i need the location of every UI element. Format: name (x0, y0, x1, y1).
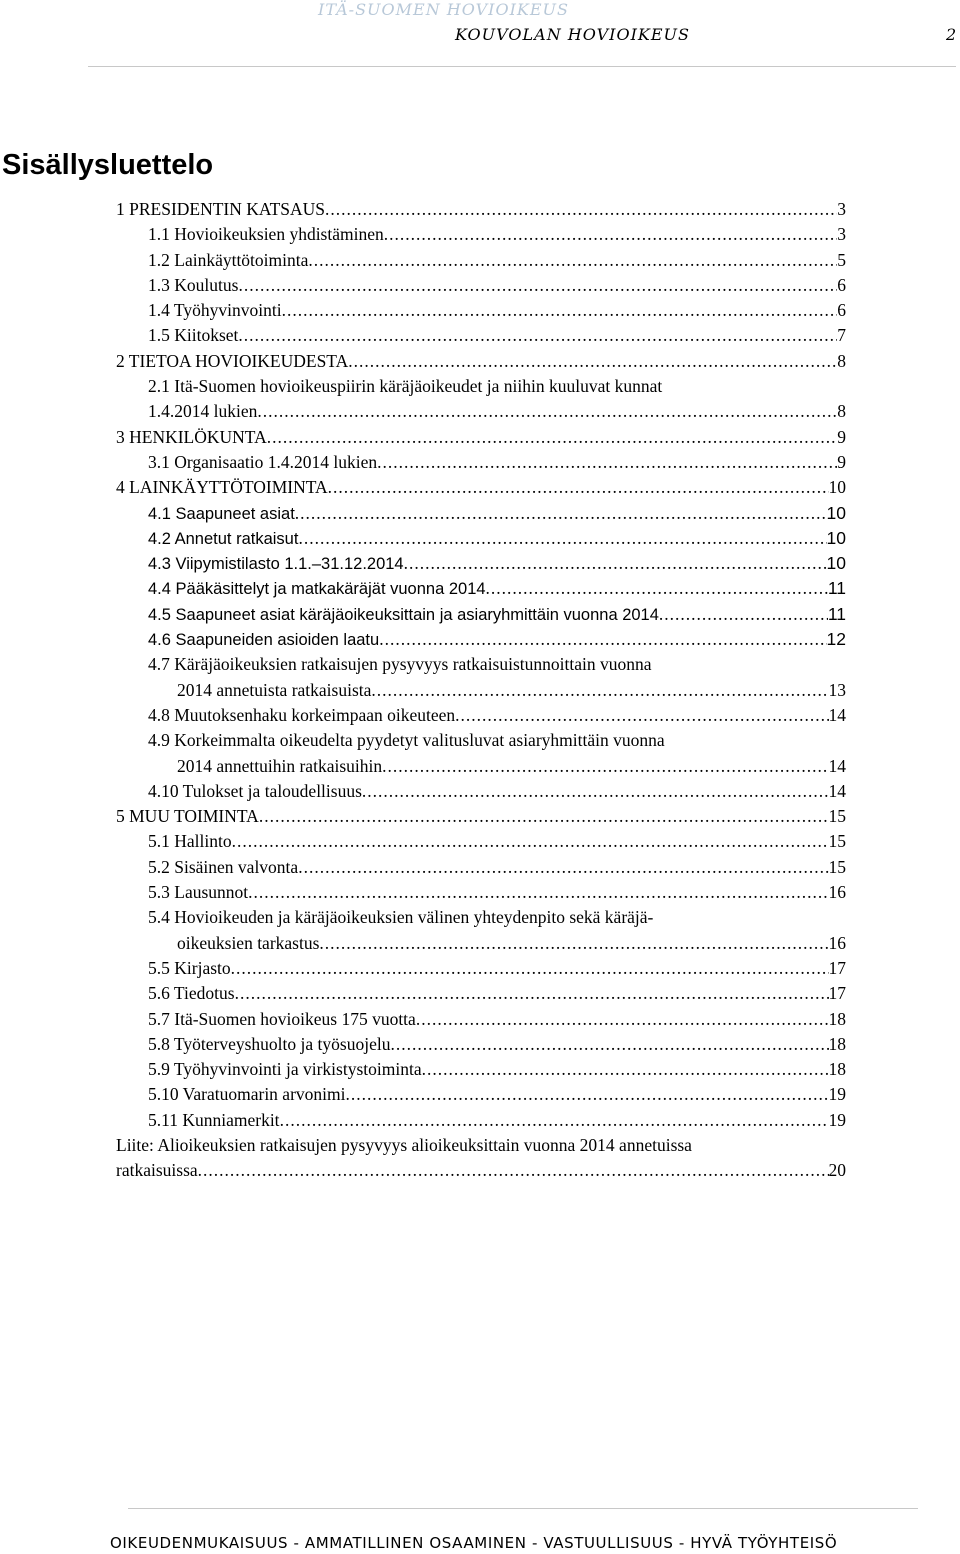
toc-entry[interactable]: 1.5 Kiitokset ..... 7 (116, 323, 846, 348)
toc-entry-line1[interactable]: 5.4 Hovioikeuden ja käräjäoikeuksien välinen yhteydenpito sekä käräjä- (148, 907, 654, 928)
toc-entry[interactable]: 1.1 Hovioikeuksien yhdistäminen ..... 3 (116, 222, 846, 247)
dot-leader (390, 1032, 828, 1057)
dot-leader (377, 450, 837, 475)
toc-entry[interactable]: 1.4.2014 lukien ..... 8 (116, 399, 846, 424)
toc-entry[interactable]: ratkaisuissa ..... 20 (116, 1158, 846, 1183)
toc-entry[interactable]: 5 MUU TOIMINTA ..... 15 (116, 804, 846, 829)
toc-entry[interactable]: 4.4 Pääkäsittelyt ja matkakäräjät vuonna 2014 ..... 11 (116, 576, 846, 601)
toc-entry[interactable]: 4.10 Tulokset ja taloudellisuus ..... 14 (116, 779, 846, 804)
footer-values: OIKEUDENMUKAISUUS - AMMATILLINEN OSAAMINEN - VASTUULLISUUS - HYVÄ TYÖYHTEISÖ (110, 1534, 838, 1552)
toc-entry[interactable]: 5.7 Itä-Suomen hovioikeus 175 vuotta ..... 18 (116, 1007, 846, 1032)
dot-leader (295, 501, 827, 526)
toc-entry[interactable]: 5.2 Sisäinen valvonta ..... 15 (116, 855, 846, 880)
toc-entry[interactable]: 4.1 Saapuneet asiat ..... 10 (116, 501, 846, 526)
dot-leader (379, 627, 826, 652)
page-number: 2 (946, 25, 957, 44)
toc-entry[interactable]: 2014 annettuihin ratkaisuihin ..... 14 (116, 754, 846, 779)
footer-divider (128, 1508, 918, 1509)
dot-leader (362, 779, 829, 804)
toc-entry[interactable]: 4.5 Saapuneet asiat käräjäoikeuksittain ja asiaryhmittäin vuonna 2014 ..... 11 (116, 602, 846, 627)
dot-leader (248, 880, 828, 905)
dot-leader (328, 475, 829, 500)
toc-entry[interactable]: 1.4 Työhyvinvointi ..... 6 (116, 298, 846, 323)
toc-entry[interactable]: 5.9 Työhyvinvointi ja virkistystoiminta ..... 18 (116, 1057, 846, 1082)
header-divider (88, 66, 956, 67)
dot-leader (280, 1108, 829, 1133)
dot-leader (198, 1158, 829, 1183)
dot-leader (238, 323, 837, 348)
dot-leader (257, 399, 837, 424)
dot-leader (486, 576, 828, 601)
dot-leader (259, 804, 829, 829)
toc-entry-line1[interactable]: 4.7 Käräjäoikeuksien ratkaisujen pysyvyys ratkaisuistunnoittain vuonna (148, 654, 652, 675)
toc-entry-line1[interactable]: 4.9 Korkeimmalta oikeudelta pyydetyt valitusluvat asiaryhmittäin vuonna (148, 730, 665, 751)
toc-entry[interactable]: 5.11 Kunniamerkit ..... 19 (116, 1108, 846, 1133)
toc-entry[interactable]: 5.5 Kirjasto ..... 17 (116, 956, 846, 981)
toc-entry-line1[interactable]: 2.1 Itä-Suomen hovioikeuspiirin käräjäoikeudet ja niihin kuuluvat kunnat (148, 376, 663, 397)
dot-leader (298, 855, 828, 880)
dot-leader (298, 526, 826, 551)
dot-leader (416, 1007, 829, 1032)
header-court-name-2: KOUVOLAN HOVIOIKEUS (455, 25, 690, 44)
toc-entry[interactable]: 3 HENKILÖKUNTA ..... 9 (116, 425, 846, 450)
header-court-name-1: ITÄ-SUOMEN HOVIOIKEUS (318, 0, 569, 19)
toc-entry[interactable]: 4.3 Viipymistilasto 1.1.–31.12.2014 ..... 10 (116, 551, 846, 576)
toc-entry[interactable]: 3.1 Organisaatio 1.4.2014 lukien ..... 9 (116, 450, 846, 475)
dot-leader (231, 956, 829, 981)
dot-leader (319, 931, 828, 956)
toc-entry-line1[interactable]: Liite: Alioikeuksien ratkaisujen pysyvyys alioikeuksittain vuonna 2014 annetuissa (116, 1134, 692, 1155)
dot-leader (282, 298, 838, 323)
dot-leader (325, 197, 837, 222)
dot-leader (422, 1057, 829, 1082)
toc-entry[interactable]: oikeuksien tarkastus ..... 16 (116, 931, 846, 956)
toc-entry[interactable]: 4 LAINKÄYTTÖTOIMINTA ..... 10 (116, 475, 846, 500)
toc-entry[interactable]: 2014 annetuista ratkaisuista ..... 13 (116, 678, 846, 703)
toc-entry[interactable]: 1 PRESIDENTIN KATSAUS ..... 3 (116, 197, 846, 222)
dot-leader (404, 551, 827, 576)
toc-entry[interactable]: 5.10 Varatuomarin arvonimi ..... 19 (116, 1082, 846, 1107)
dot-leader (384, 222, 838, 247)
toc-entry[interactable]: 4.8 Muutoksenhaku korkeimpaan oikeuteen ..... 14 (116, 703, 846, 728)
toc-entry[interactable]: 4.2 Annetut ratkaisut ..... 10 (116, 526, 846, 551)
toc-entry[interactable]: 1.2 Lainkäyttötoiminta ..... 5 (116, 248, 846, 273)
dot-leader (232, 829, 829, 854)
toc-entry[interactable]: 5.8 Työterveyshuolto ja työsuojelu ..... 18 (116, 1032, 846, 1057)
toc-title: Sisällysluettelo (2, 149, 214, 181)
dot-leader (308, 248, 837, 273)
dot-leader (235, 981, 829, 1006)
dot-leader (659, 602, 828, 627)
dot-leader (345, 1082, 828, 1107)
dot-leader (455, 703, 828, 728)
toc-entry[interactable]: 4.6 Saapuneiden asioiden laatu ..... 12 (116, 627, 846, 652)
toc-entry[interactable]: 5.1 Hallinto ..... 15 (116, 829, 846, 854)
toc-entry[interactable]: 5.3 Lausunnot ..... 16 (116, 880, 846, 905)
toc-entry[interactable]: 1.3 Koulutus ..... 6 (116, 273, 846, 298)
dot-leader (371, 678, 828, 703)
dot-leader (267, 425, 838, 450)
dot-leader (238, 273, 837, 298)
toc-entry[interactable]: 2 TIETOA HOVIOIKEUDESTA ..... 8 (116, 349, 846, 374)
toc-entry[interactable]: 5.6 Tiedotus ..... 17 (116, 981, 846, 1006)
dot-leader (382, 754, 828, 779)
dot-leader (348, 349, 837, 374)
table-of-contents (116, 197, 846, 1184)
